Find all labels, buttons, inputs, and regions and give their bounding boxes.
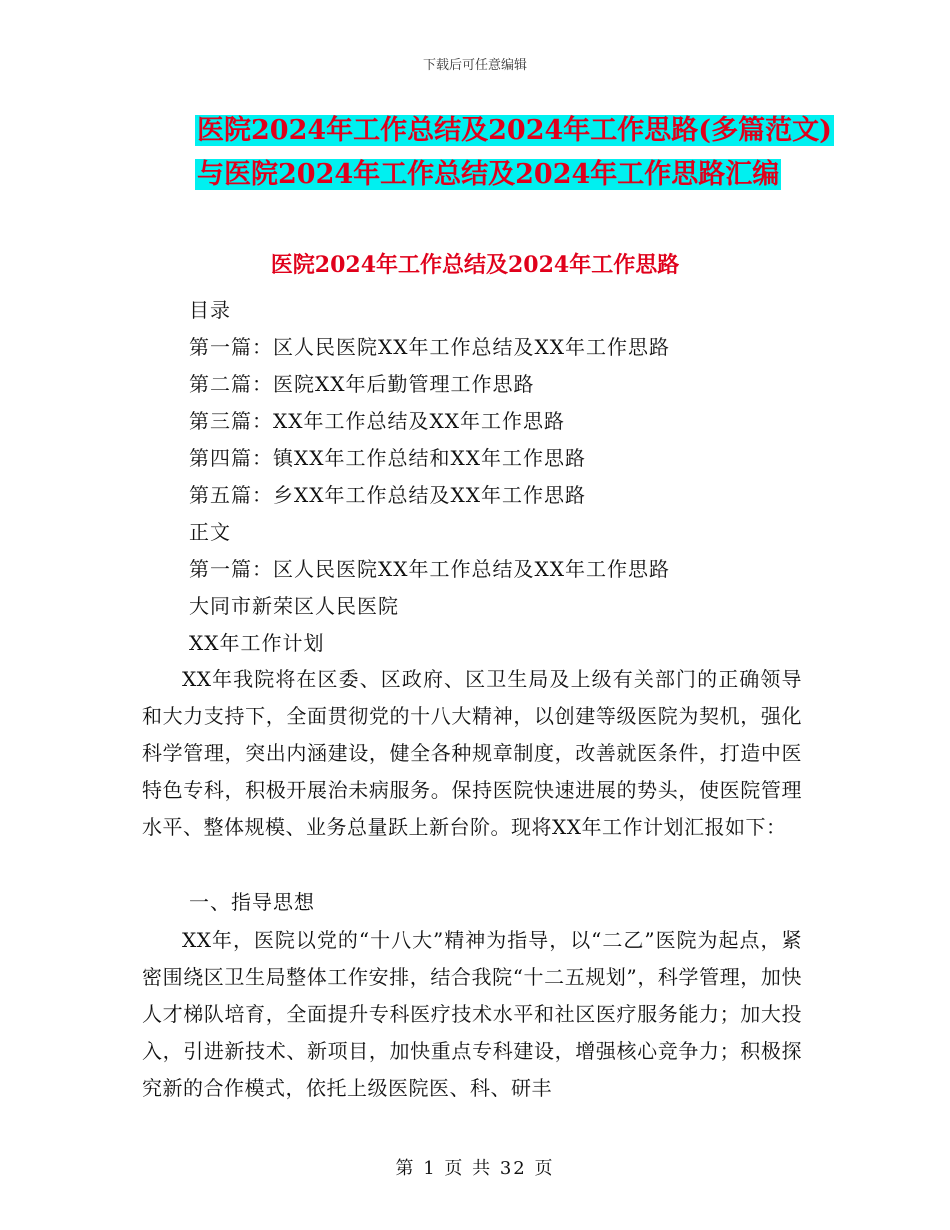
plan-title: XX年工作计划 [189, 631, 325, 655]
body-heading: 正文 [189, 520, 231, 544]
main-title-line2 [195, 157, 781, 193]
toc-item: 第三篇：XX年工作总结及XX年工作思路 [189, 409, 565, 433]
paragraph-2-text: XX年，医院以党的“十八大”精神为指导，以“二乙”医院为起点，紧密围绕区卫生局整体工作安排，结合我院“十二五规划”，科学管理，加快人才梯队培育，全面提升专科医疗技术水平和社区医疗服务能力；加大投入，引进新技术、新项目，加快重点专科建设，增强核心竞争力；积极探究新的合作模式，依托上级医院医、科、研丰 [142, 928, 802, 1100]
organization-name: 大同市新荣区人民医院 [189, 594, 399, 618]
toc-heading: 目录 [189, 298, 231, 322]
paragraph-2 [142, 922, 802, 1107]
page-footer: 第 1 页 共 32 页 [395, 1158, 555, 1179]
main-title-line1-text: 医院2024年工作总结及2024年工作思路(多篇范文) [197, 115, 832, 146]
paragraph-1 [142, 661, 802, 846]
toc-item: 第五篇：乡XX年工作总结及XX年工作思路 [189, 483, 586, 507]
article-title: 第一篇：区人民医院XX年工作总结及XX年工作思路 [189, 557, 670, 581]
main-title-line1 [195, 113, 834, 149]
toc-item: 第二篇：医院XX年后勤管理工作思路 [189, 372, 535, 396]
paragraph-1-text: XX年我院将在区委、区政府、区卫生局及上级有关部门的正确领导和大力支持下，全面贯彻党的十八大精神，以创建等级医院为契机，强化科学管理，突出内涵建设，健全各种规章制度，改善就医条件，打造中医特色专科，积极开展治未病服务。保持医院快速进展的势头，使医院管理水平、整体规模、业务总量跃上新台阶。现将XX年工作计划汇报如下： [142, 667, 802, 839]
section-heading-1: 一、指导思想 [189, 890, 315, 914]
main-title-line2-text: 与医院2024年工作总结及2024年工作思路汇编 [197, 159, 780, 190]
toc-item: 第一篇：区人民医院XX年工作总结及XX年工作思路 [189, 335, 670, 359]
toc-item: 第四篇：镇XX年工作总结和XX年工作思路 [189, 446, 586, 470]
header-note: 下载后可任意编辑 [422, 58, 527, 73]
sub-title: 医院2024年工作总结及2024年工作思路 [270, 252, 680, 278]
